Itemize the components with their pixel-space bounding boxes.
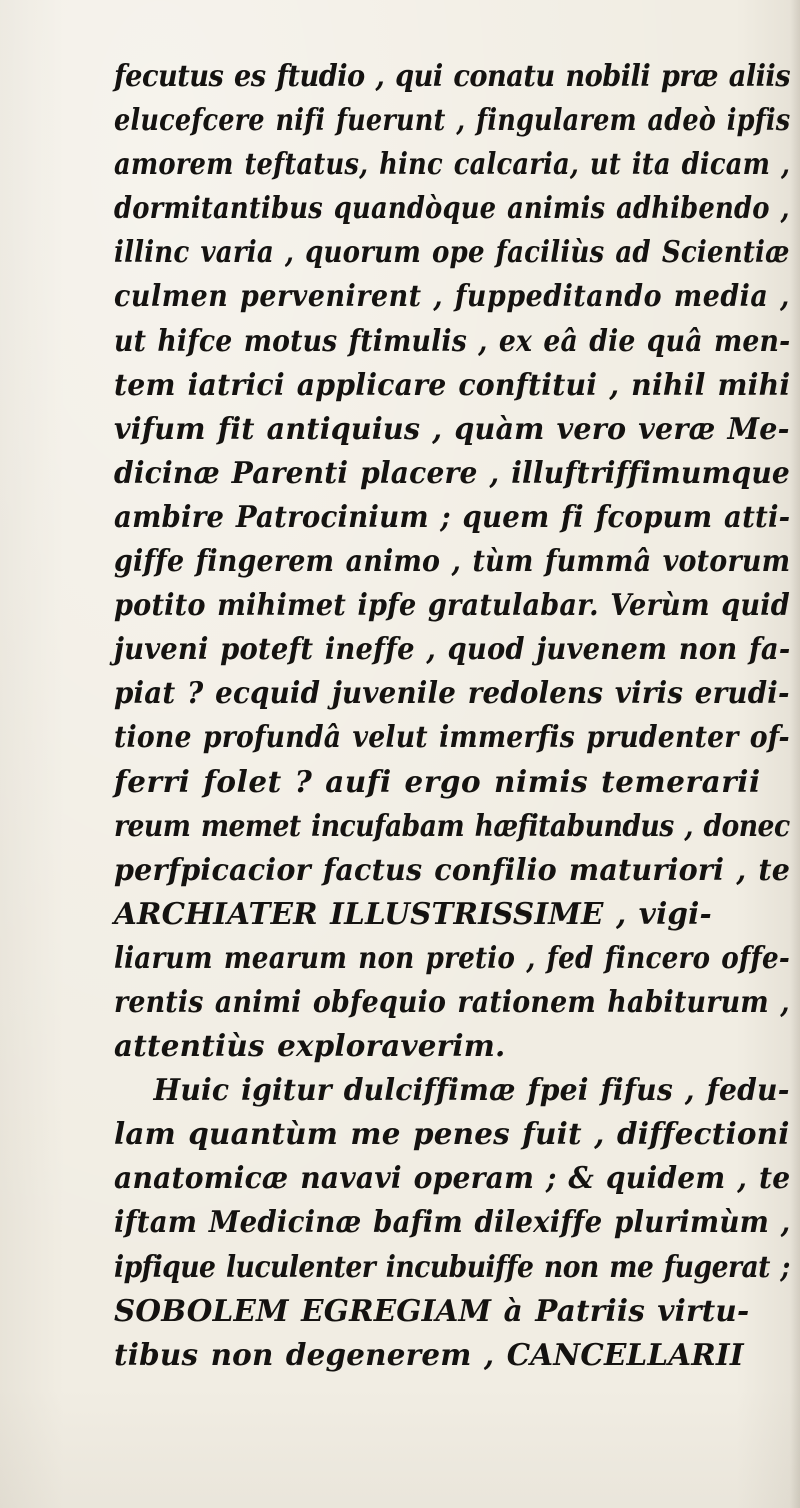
- text-line-28: ipfique luculenter incubuiffe non me fugerat ;: [114, 1249, 790, 1285]
- text-line-27: iftam Medicinæ bafim dilexiffe plurimùm ,: [114, 1205, 791, 1241]
- text-line-5: illinc varia , quorum ope faciliùs ad Scientiæ: [114, 235, 790, 271]
- text-line-3: amorem teftatus, hinc calcaria, ut ita dicam ,: [114, 147, 791, 183]
- text-line-10: dicinæ Parenti placere , illuftriffimumque: [114, 455, 790, 491]
- text-line-12: giffe fingerem animo , tùm fummâ votorum: [114, 544, 791, 580]
- text-line-8: tem iatrici applicare conftitui , nihil mihi: [114, 367, 791, 403]
- text-line-26: anatomicæ navavi operam ; & quidem , te: [114, 1161, 791, 1197]
- text-line-9: vifum fit antiquius , quàm vero veræ Me-: [114, 411, 790, 447]
- text-line-18: reum memet incufabam hæfitabundus , donec: [114, 808, 790, 844]
- text-line-6: culmen pervenirent , fuppeditando media ,: [114, 279, 790, 315]
- text-line-2: elucefcere nifi fuerunt , fingularem adeò ipfis: [114, 103, 791, 139]
- text-line-20: ARCHIATER ILLUSTRISSIME , vigi-: [114, 896, 712, 932]
- text-line-11: ambire Patrocinium ; quem fi fcopum atti-: [114, 499, 791, 535]
- body-text: [114, 55, 800, 1378]
- text-line-21: liarum mearum non pretio , fed fincero offe-: [114, 940, 790, 976]
- text-line-25: lam quantùm me penes fuit , diffectioni: [114, 1117, 790, 1153]
- text-line-19: perfpicacior factus confilio maturiori , te: [114, 852, 791, 888]
- text-line-15: piat ? ecquid juvenile redolens viris erudi-: [114, 676, 790, 712]
- page-edge-shadow: [790, 0, 800, 1508]
- text-line-14: juveni poteft ineffe , quod juvenem non fa-: [114, 632, 791, 668]
- text-line-4: dormitantibus quandòque animis adhibendo ,: [114, 191, 790, 227]
- text-line-7: ut hifce motus ftimulis , ex eâ die quâ men-: [114, 323, 791, 359]
- text-line-1: fecutus es ftudio , qui conatu nobili præ aliis: [114, 59, 790, 94]
- text-line-24: Huic igitur dulciffimæ fpei fifus , fedu-: [153, 1073, 790, 1109]
- text-line-17: ferri folet ? aufi ergo nimis temerarii: [114, 764, 761, 800]
- text-line-30: tibus non degenerem , CANCELLARII: [114, 1337, 744, 1373]
- text-line-16: tione profundâ velut immerfis prudenter of-: [114, 720, 790, 756]
- text-line-29: SOBOLEM EGREGIAM à Patriis virtu-: [114, 1293, 750, 1329]
- text-line-22: rentis animi obfequio rationem habiturum ,: [114, 984, 790, 1020]
- text-line-13: potito mihimet ipfe gratulabar. Verùm quid: [114, 588, 790, 624]
- text-line-23: attentiùs exploraverim.: [114, 1029, 506, 1065]
- bottom-shade: [0, 1388, 800, 1508]
